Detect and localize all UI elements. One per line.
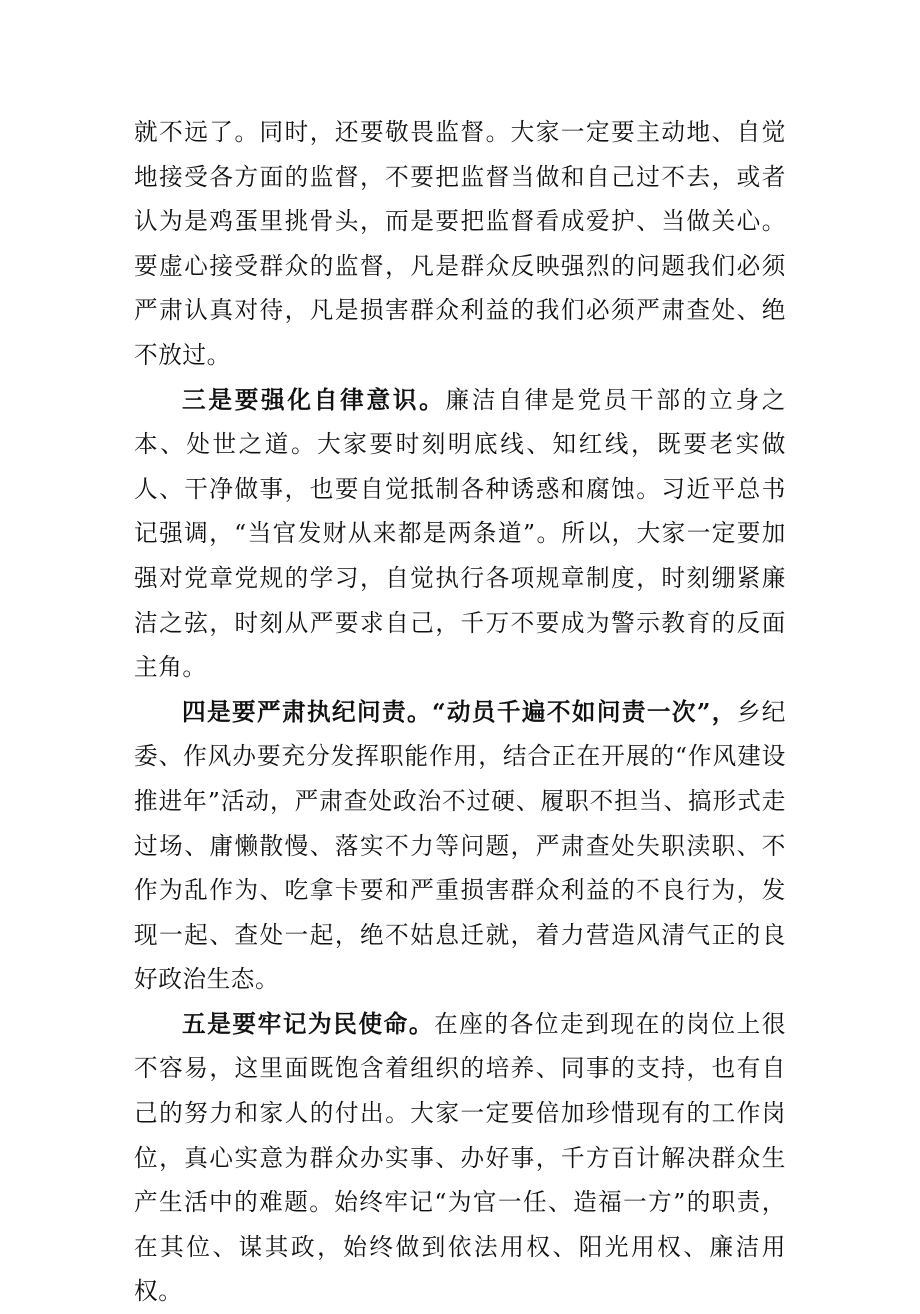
paragraph-3-quote: “动员千遍不如问责一次”， xyxy=(431,697,737,726)
paragraph-1-text: 就不远了。同时，还要敬畏监督。大家一定要主动地、自觉地接受各方面的监督，不要把监督当做和自己过不去，或者认为是鸡蛋里挑骨头，而是要把监督看成爱护、当做关心。要虚心接受群众的监督，凡是群众反映强烈的问题我们必须严肃认真对待，凡是损害群众利益的我们必须严肃查处、绝不放过。 xyxy=(134,118,786,369)
paragraph-2-heading: 三是要强化自律意识。 xyxy=(182,385,446,414)
document-body xyxy=(134,110,786,1314)
paragraph-3-text: 乡纪委、作风办要充分发挥职能作用，结合正在开展的“作风建设推进年”活动，严肃查处政治不过硬、履职不担当、搞形式走过场、庸懒散慢、落实不力等问题，严肃查处失职渎职、不作为乱作为、吃拿卡要和严重损害群众利益的不良行为，发现一起、查处一起，绝不姑息迁就，着力营造风清气正的良好政治生态。 xyxy=(134,697,786,994)
paragraph-accountability xyxy=(134,690,786,1002)
paragraph-continuation xyxy=(134,110,786,378)
paragraph-2-text: 廉洁自律是党员干部的立身之本、处世之道。大家要时刻明底线、知红线，既要老实做人、干净做事，也要自觉抵制各种诱惑和腐蚀。习近平总书记强调，“当官发财从来都是两条道”。所以，大家一定要加强对党章党规的学习，自觉执行各项规章制度，时刻绷紧廉洁之弦，时刻从严要求自己，千万不要成为警示教育的反面主角。 xyxy=(134,385,786,682)
paragraph-4-heading: 五是要牢记为民使命。 xyxy=(182,1009,435,1038)
paragraph-self-discipline xyxy=(134,378,786,690)
paragraph-4-text: 在座的各位走到现在的岗位上很不容易，这里面既饱含着组织的培养、同事的支持，也有自己的努力和家人的付出。大家一定要倍加珍惜现有的工作岗位，真心实意为群众办实事、办好事，千方百计解决群众生产生活中的难题。始终牢记“为官一任、造福一方”的职责，在其位、谋其政，始终做到依法用权、阳光用权、廉洁用权。 xyxy=(134,1009,786,1306)
paragraph-mission xyxy=(134,1002,786,1314)
paragraph-3-heading: 四是要严肃执纪问责。 xyxy=(182,697,432,726)
